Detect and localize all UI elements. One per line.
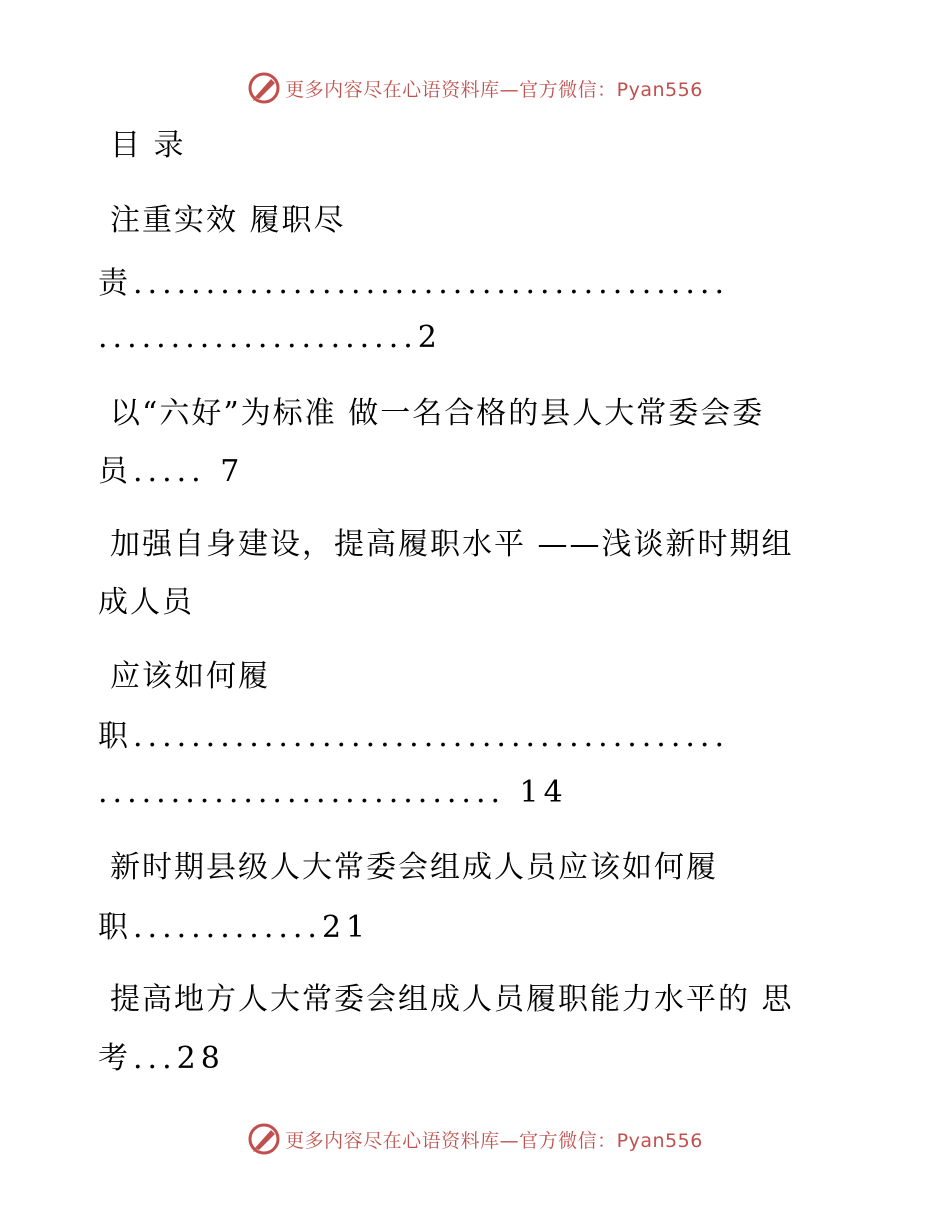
pen-logo-icon xyxy=(247,71,281,105)
toc-line: 提高地方人大常委会组成人员履职能力水平的 思 xyxy=(110,982,794,1017)
toc-line: 新时期县级人大常委会组成人员应该如何履 xyxy=(110,850,718,885)
toc-line: 注重实效 履职尽 xyxy=(110,203,346,238)
banner-text: 更多内容尽在心语资料库—官方微信：Pyan556 xyxy=(285,78,703,101)
toc-line: ......................2 xyxy=(98,320,442,355)
toc-heading: 目 录 xyxy=(110,128,186,163)
toc-line: 职.............21 xyxy=(98,910,371,945)
header-watermark xyxy=(0,68,950,108)
toc-line: 应该如何履 xyxy=(110,659,270,694)
toc-line: 职......................................... xyxy=(98,719,729,754)
banner-text: 更多内容尽在心语资料库—官方微信：Pyan556 xyxy=(285,1129,703,1152)
toc-line: 以“六好”为标准 做一名合格的县人大常委会委 xyxy=(110,396,765,431)
toc-line: 责......................................... xyxy=(98,266,729,301)
toc-line: 成人员 xyxy=(98,585,194,620)
toc-line: 加强自身建设，提高履职水平 ——浅谈新时期组 xyxy=(110,527,794,562)
footer-watermark xyxy=(0,1119,950,1159)
toc-line: 员..... 7 xyxy=(98,454,245,489)
pen-logo-icon xyxy=(247,1122,281,1156)
toc-line: 考...28 xyxy=(98,1041,225,1076)
toc-line: ............................ 14 xyxy=(98,775,568,810)
